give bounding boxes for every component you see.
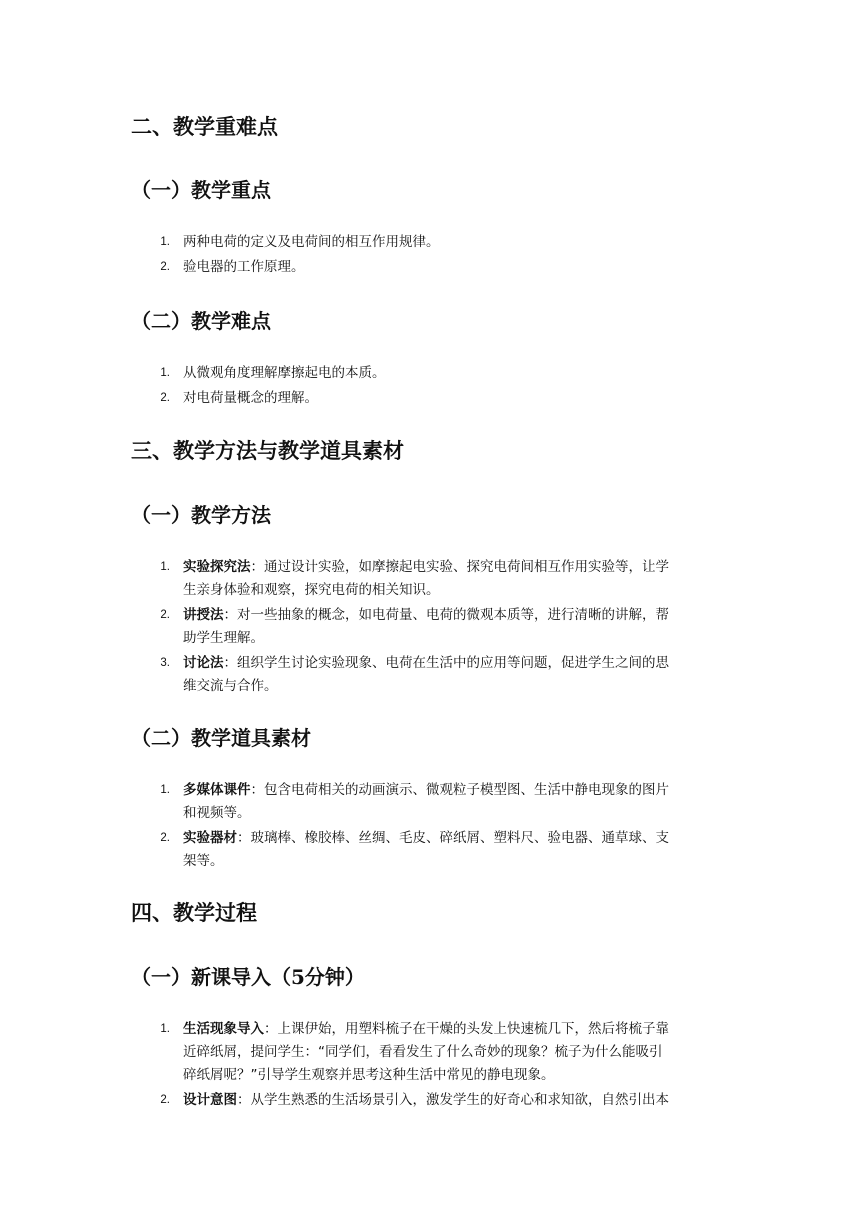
section-heading-methods-materials: 三、教学方法与教学道具素材 <box>131 438 404 463</box>
list-text <box>183 1089 731 1112</box>
list-text <box>183 1018 731 1087</box>
list-text-line: ：上课伊始，用塑料梳子在干燥的头发上快速梳几下，然后将梳子靠 <box>264 1021 669 1037</box>
list-text-line: ：从学生熟悉的生活场景引入，激发学生的好奇心和求知欲，自然引出本 <box>237 1092 669 1108</box>
list-text-line: ：包含电荷相关的动画演示、微观粒子模型图、生活中静电现象的图片 <box>250 782 669 798</box>
list-term: 实验探究法 <box>183 559 251 575</box>
list-text-line: ：通过设计实验，如摩擦起电实验、探究电荷间相互作用实验等，让学 <box>250 559 669 575</box>
list-text <box>183 652 731 698</box>
list-text-line: 架等。 <box>183 853 224 869</box>
list-text-line: ：对一些抽象的概念，如电荷量、电荷的微观本质等，进行清晰的讲解，帮 <box>223 607 669 623</box>
subsection-heading-difficult-points: （二）教学难点 <box>131 309 271 333</box>
list-number: 1. <box>160 1023 170 1035</box>
list-text: 验电器的工作原理。 <box>183 259 305 275</box>
list-text-line: ：组织学生讨论实验现象、电荷在生活中的应用等问题，促进学生之间的思 <box>223 655 669 671</box>
list-number: 1. <box>160 367 170 379</box>
list-term: 生活现象导入 <box>183 1021 264 1037</box>
list-text: 两种电荷的定义及电荷间的相互作用规律。 <box>183 234 440 250</box>
subsection-heading-methods: （一）教学方法 <box>131 503 271 527</box>
section-heading-key-difficult-points: 二、教学重难点 <box>131 114 278 139</box>
list-text-line: ：玻璃棒、橡胶棒、丝绸、毛皮、碎纸屑、塑料尺、验电器、通草球、支 <box>237 830 669 846</box>
list-text-line: 碎纸屑呢？”引导学生观察并思考这种生活中常见的静电现象。 <box>183 1067 555 1083</box>
list-number: 2. <box>160 609 170 621</box>
section-heading-teaching-process: 四、教学过程 <box>131 900 257 925</box>
list-number: 2. <box>160 1094 170 1106</box>
list-text <box>183 827 731 873</box>
list-text <box>183 604 731 650</box>
list-text-line: 维交流与合作。 <box>183 678 278 694</box>
subsection-heading-lesson-intro: （一）新课导入（5分钟） <box>131 965 365 989</box>
list-number: 1. <box>160 236 170 248</box>
list-text-line: 生亲身体验和观察，探究电荷的相关知识。 <box>183 582 440 598</box>
subsection-heading-key-points: （一）教学重点 <box>131 178 271 202</box>
list-term: 多媒体课件 <box>183 782 251 798</box>
list-text <box>183 556 731 602</box>
list-text-line: 近碎纸屑，提问学生：“同学们，看看发生了什么奇妙的现象？梳子为什么能吸引 <box>183 1044 663 1060</box>
list-text: 从微观角度理解摩擦起电的本质。 <box>183 365 386 381</box>
list-number: 1. <box>160 561 170 573</box>
list-number: 3. <box>160 657 170 669</box>
list-term: 实验器材 <box>183 830 237 846</box>
list-number: 2. <box>160 392 170 404</box>
list-number: 2. <box>160 261 170 273</box>
list-text <box>183 779 731 825</box>
list-term: 讲授法 <box>183 607 224 623</box>
list-number: 2. <box>160 832 170 844</box>
list-text-line: 助学生理解。 <box>183 630 264 646</box>
list-text-line: 和视频等。 <box>183 805 251 821</box>
list-term: 设计意图 <box>183 1092 237 1108</box>
list-term: 讨论法 <box>183 655 224 671</box>
list-text: 对电荷量概念的理解。 <box>183 390 318 406</box>
subsection-heading-materials: （二）教学道具素材 <box>131 726 311 750</box>
list-number: 1. <box>160 784 170 796</box>
